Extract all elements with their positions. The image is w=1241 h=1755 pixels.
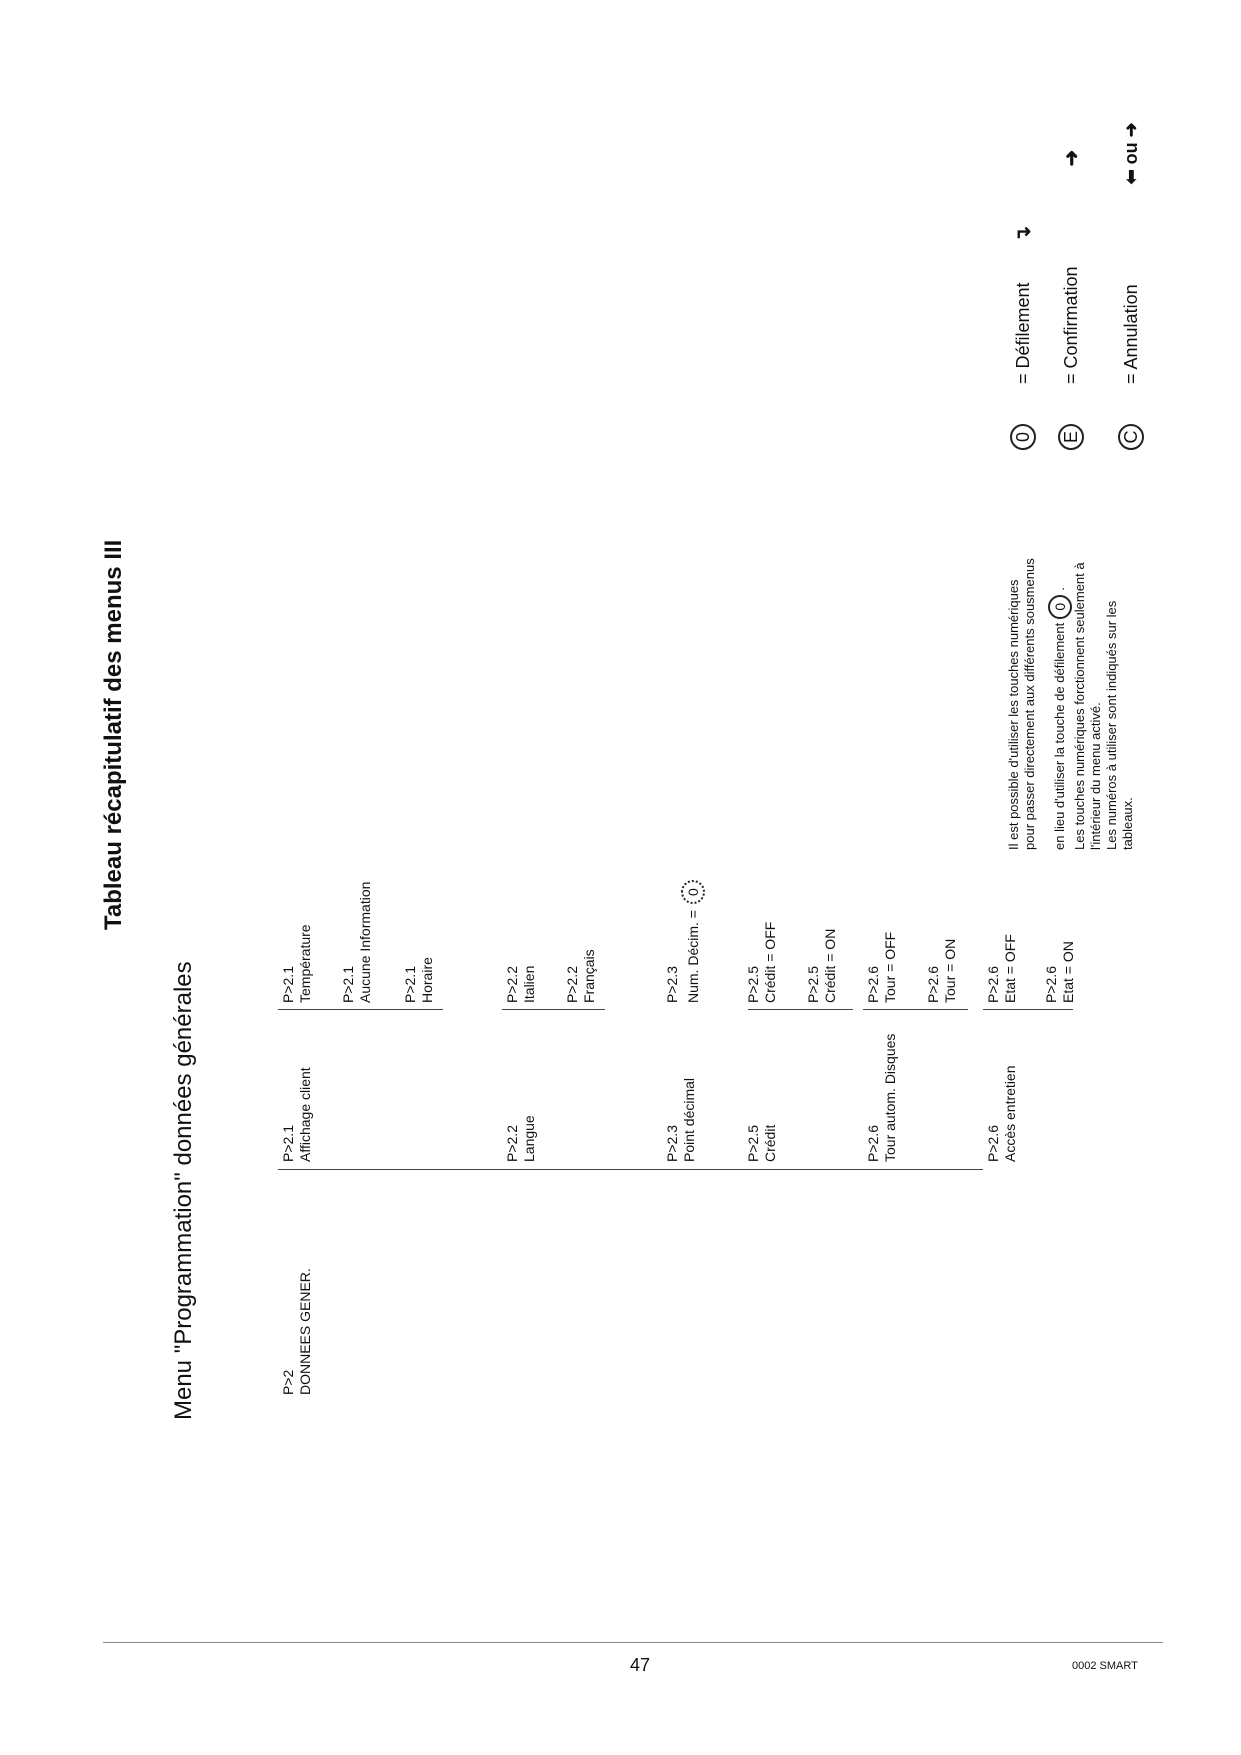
- page-title: Tableau récapitulatif des menus III: [100, 539, 127, 930]
- group-line-etat: [983, 1009, 1073, 1010]
- menu-item-tour-disques: [865, 1034, 899, 1162]
- option-code: P>2.6: [985, 966, 1001, 1003]
- option-credit-on: [805, 929, 839, 1003]
- footer-code: 0002 SMART: [1072, 1660, 1138, 1672]
- note-line: tableaux.: [1120, 797, 1135, 850]
- menu-item-credit: [745, 1125, 779, 1162]
- note-line: en lieu d'utiliser la touche de défilement: [1052, 622, 1067, 850]
- option-label: Crédit = OFF: [762, 921, 778, 1003]
- note-line: l'intérieur du menu activé.: [1088, 702, 1103, 850]
- option-code: P>2.5: [805, 966, 821, 1003]
- group-line-affichage: [278, 1009, 443, 1010]
- option-code: P>2.6: [865, 966, 881, 1003]
- option-label: Français: [581, 949, 597, 1003]
- option-horaire: [402, 957, 436, 1003]
- option-temperature: [280, 924, 314, 1003]
- option-etat-on: [1043, 941, 1077, 1003]
- item-label: Point décimal: [681, 1077, 697, 1162]
- option-credit-off: [745, 922, 779, 1003]
- note-line: Il est possible d'utiliser les touches numériques: [1006, 579, 1021, 850]
- option-code: P>2.5: [745, 966, 761, 1003]
- option-label: Etat = OFF: [1002, 934, 1018, 1003]
- item-label: Crédit: [762, 1124, 778, 1162]
- group-line-langue: [502, 1009, 605, 1010]
- item-label: Affichage client: [297, 1067, 313, 1162]
- notes-block: [1006, 558, 1136, 850]
- scroll-key-icon: 0: [1048, 595, 1072, 619]
- root-code: P>2: [280, 1369, 296, 1395]
- option-label: Horaire: [419, 957, 435, 1003]
- note-line: pour passer directement aux différents sousmenus: [1022, 558, 1037, 850]
- option-code: P>2.3: [664, 966, 680, 1003]
- legend-row-annulation: [1118, 122, 1144, 450]
- down-arrow-icon: ↴: [1012, 225, 1035, 243]
- option-code: P>2.1: [280, 966, 296, 1003]
- option-label: Tour = ON: [942, 938, 958, 1003]
- option-code: P>2.1: [340, 966, 356, 1003]
- item-code: P>2.2: [504, 1125, 520, 1162]
- option-num-decim: [664, 880, 705, 1003]
- item-code: P>2.1: [280, 1125, 296, 1162]
- option-label: Aucune Information: [357, 881, 373, 1003]
- option-italien: [504, 966, 538, 1003]
- legend-label: = Défilement: [1012, 282, 1033, 384]
- root-node: [280, 1268, 314, 1395]
- menu-item-affichage: [280, 1067, 314, 1162]
- group-line-credit: [748, 1009, 853, 1010]
- option-code: P>2.6: [1043, 966, 1059, 1003]
- option-label: Num. Décim. =: [684, 910, 701, 1003]
- legend-label: = Annulation: [1120, 284, 1141, 384]
- confirm-key-icon: E: [1058, 424, 1084, 450]
- item-code: P>2.3: [664, 1125, 680, 1162]
- group-line-tour: [863, 1009, 968, 1010]
- menu-item-langue: [504, 1115, 538, 1162]
- item-code: P>2.6: [985, 1125, 1001, 1162]
- page-subtitle: Menu "Programmation" données générales: [170, 961, 197, 1420]
- item-code: P>2.5: [745, 1125, 761, 1162]
- option-label: Italien: [521, 965, 537, 1003]
- page-number: 47: [630, 1655, 651, 1675]
- footer-divider: [103, 1642, 1163, 1643]
- decimal-key-icon: 0: [681, 880, 705, 904]
- option-tour-off: [865, 932, 899, 1003]
- option-label: Température: [297, 924, 313, 1003]
- option-label: Crédit = ON: [822, 928, 838, 1003]
- menu-item-acces-entretien: [985, 1066, 1019, 1163]
- left-right-arrow-icon: ⬅ ou ➜: [1120, 122, 1141, 185]
- root-connector-line: [278, 1169, 983, 1170]
- option-code: P>2.6: [925, 966, 941, 1003]
- option-code: P>2.2: [564, 966, 580, 1003]
- option-tour-on: [925, 939, 959, 1003]
- cancel-key-icon: C: [1118, 424, 1144, 450]
- item-label: Tour autom. Disques: [882, 1033, 898, 1162]
- note-line: .: [1052, 587, 1067, 591]
- item-label: Accès entretien: [1002, 1065, 1018, 1162]
- option-code: P>2.1: [402, 966, 418, 1003]
- option-francais: [564, 949, 598, 1003]
- legend-row-confirmation: [1058, 150, 1084, 450]
- note-line: Les touches numériques forctionnent seulement à: [1072, 562, 1087, 850]
- note-line: Les numéros à utiliser sont indiqués sur les: [1104, 600, 1119, 850]
- right-arrow-icon: ➜: [1060, 149, 1083, 167]
- defilement-key-icon: 0: [1010, 424, 1036, 450]
- option-code: P>2.2: [504, 966, 520, 1003]
- option-etat-off: [985, 934, 1019, 1003]
- option-label: Etat = ON: [1060, 941, 1076, 1003]
- root-label: DONNEES GENER.: [297, 1268, 313, 1395]
- item-label: Langue: [521, 1115, 537, 1162]
- legend-label: = Confirmation: [1060, 266, 1081, 384]
- option-label: Tour = OFF: [882, 931, 898, 1003]
- item-code: P>2.6: [865, 1125, 881, 1162]
- option-aucune-information: [340, 882, 374, 1003]
- menu-item-point-decimal: [664, 1078, 698, 1162]
- legend-row-defilement: [1010, 226, 1036, 450]
